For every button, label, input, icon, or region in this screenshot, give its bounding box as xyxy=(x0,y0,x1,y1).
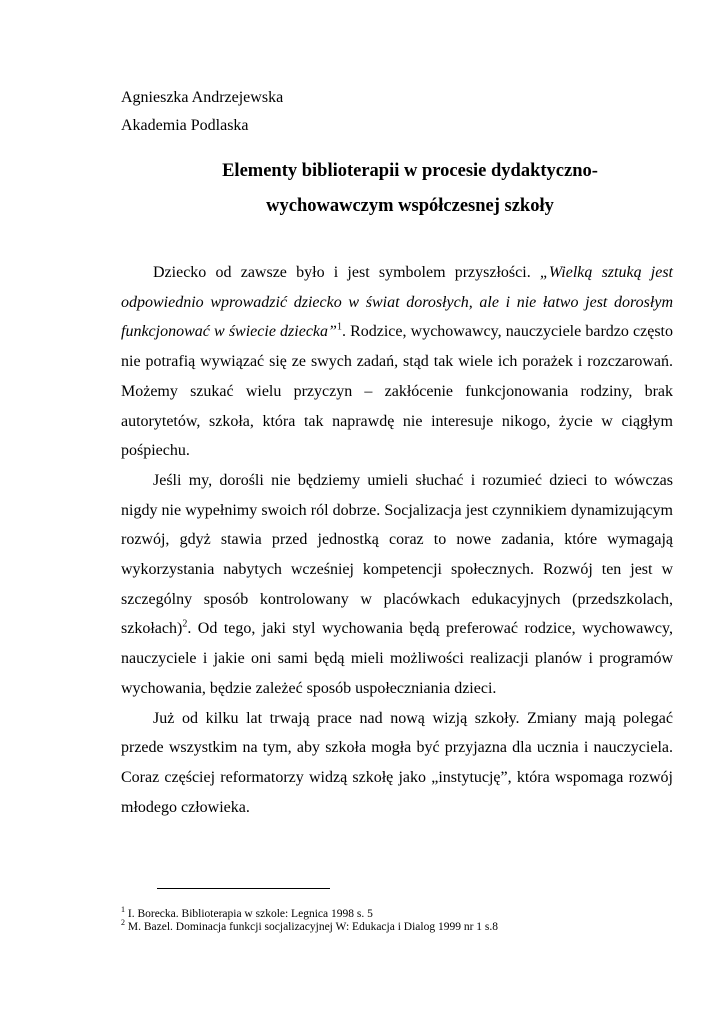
footnote-2-text: M. Bazel. Dominacja funkcji socjalizacyjnej W: Edukacja i Dialog 1999 nr 1 s.8 xyxy=(125,921,499,933)
footnote-1-text: I. Borecka. Biblioterapia w szkole: Legnica 1998 s. 5 xyxy=(125,908,373,920)
title-line-1: Elementy biblioterapii w procesie dydaktyczno- xyxy=(222,161,598,181)
title-line-2: wychowawczym współczesnej szkoły xyxy=(266,196,554,216)
paragraph-1 xyxy=(121,258,673,466)
footnote-separator xyxy=(157,888,330,889)
author-affiliation: Akademia Podlaska xyxy=(121,117,249,134)
paragraph-3: Już od kilku lat trwają prace nad nową wizją szkoły. Zmiany mają polegać przede wszystkim na tym, aby szkoła mogła być przyjazna dla ucznia i nauczyciela. Coraz częściej reformatorzy widzą szkołę jako „instytucję”, która wspomaga rozwój młodego człowieka. xyxy=(121,709,673,816)
footnotes xyxy=(121,905,681,934)
footnote-ref-1: 1 xyxy=(336,322,342,334)
paragraph-1-lead: Dziecko od zawsze było i jest symbolem przyszłości. xyxy=(153,264,540,281)
paragraph-1-quote: „Wielką sztuką jest odpowiednio wprowadzić dziecko w świat dorosłych, ale i nie łatwo jest dorosłym funkcjonować w świecie dziecka” xyxy=(121,264,673,341)
paragraph-2 xyxy=(121,466,673,704)
paragraph-2-lead: Jeśli my, dorośli nie będziemy umieli słuchać i rozumieć dzieci to wówczas nigdy nie wypełnimy swoich ról dobrze. Socjalizacja jest czynnikiem dynamizującym rozwój, gdyż stawia przed jednostką coraz to nowe zadania, które wymagają wykorzystania nabytych wcześniej kompetencji społecznych. Rozwój ten jest w szczególny sposób kontrolowany w placówkach edukacyjnych (przedszkolach, szkołach) xyxy=(121,471,673,638)
footnote-1 xyxy=(121,905,681,921)
article-body xyxy=(121,258,673,822)
footnote-ref-2: 2 xyxy=(182,619,188,631)
paragraph-1-rest: . Rodzice, wychowawcy, nauczyciele bardzo często nie potrafią wywiązać się ze swych zadań, stąd tak wiele ich porażek i rozczarowań. Możemy szukać wielu przyczyn – zakłócenie funkcjonowania rodziny, brak autorytetów, szkoła, która tak naprawdę nie interesuje nikogo, życie w ciągłym pośpiechu. xyxy=(121,323,673,460)
footnote-1-number: 1 xyxy=(121,905,125,915)
paragraph-2-rest: . Od tego, jaki styl wychowania będą preferować rodzice, wychowawcy, nauczyciele i jakie oni sami będą mieli możliwości realizacji planów i programów wychowania, będzie zależeć sposób uspołeczniania dzieci. xyxy=(121,620,673,697)
author-name: Agnieszka Andrzejewska xyxy=(121,89,284,106)
footnote-2 xyxy=(121,918,681,934)
footnote-2-number: 2 xyxy=(121,918,125,928)
